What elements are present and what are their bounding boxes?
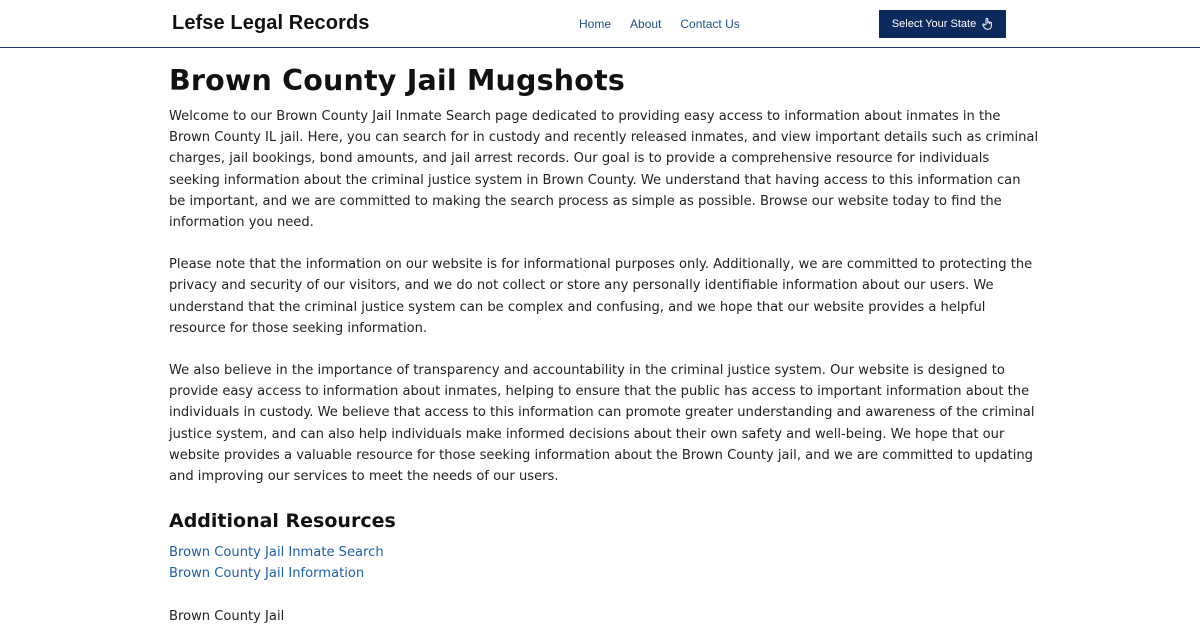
transparency-paragraph: We also believe in the importance of transparency and accountability in the criminal justice system. Our website is designed to provide easy access to information about inmates, helping to ensure that the public has access to important information about the individuals in custody. We believe that access to this information can promote greater understanding and awareness of the criminal justice system, and can also help individuals make informed decisions about their own safety and well-being. We hope that our website provides a valuable resource for those seeking information about the Brown County jail, and we are committed to updating and improving our services to meet the needs of our users. (169, 363, 1035, 485)
resource-links (169, 542, 1039, 584)
hand-pointer-icon (982, 18, 993, 30)
resource-link-jail-information[interactable]: Brown County Jail Information (169, 566, 365, 582)
resources-heading: Additional Resources (169, 510, 396, 533)
site-brand[interactable]: Lefse Legal Records (172, 12, 370, 34)
nav-link-contact[interactable]: Contact Us (680, 17, 740, 31)
nav-link-about[interactable]: About (630, 17, 662, 31)
intro-paragraph: Welcome to our Brown County Jail Inmate Search page dedicated to providing easy access to information about inmates in the Brown County IL jail. Here, you can search for in custody and recently released inmates, and view important details such as criminal charges, jail bookings, bond amounts, and jail arrest records. Our goal is to provide a comprehensive resource for individuals seeking information about the criminal justice system in Brown County. We understand that having access to this information can be important, and we are committed to making the search process as simple as possible. Browse our website today to find the information you need. (169, 109, 1039, 231)
select-state-label: Select Your State (891, 18, 977, 30)
nav-link-home[interactable]: Home (579, 17, 612, 31)
resource-link-inmate-search[interactable]: Brown County Jail Inmate Search (169, 545, 384, 561)
main-nav (579, 17, 740, 31)
page-title: Brown County Jail Mugshots (169, 64, 626, 97)
jail-section-title: Brown County Jail (169, 608, 285, 624)
site-header (0, 0, 1200, 48)
select-state-button[interactable] (879, 10, 1006, 38)
disclaimer-paragraph: Please note that the information on our website is for informational purposes only. Additionally, we are committed to protecting the privacy and security of our visitors, and we do not collect or store any personally identifiable information about our users. We understand that the criminal justice system can be complex and confusing, and we hope that our website provides a helpful resource for those seeking information. (169, 257, 1033, 336)
main-content (169, 62, 1039, 627)
